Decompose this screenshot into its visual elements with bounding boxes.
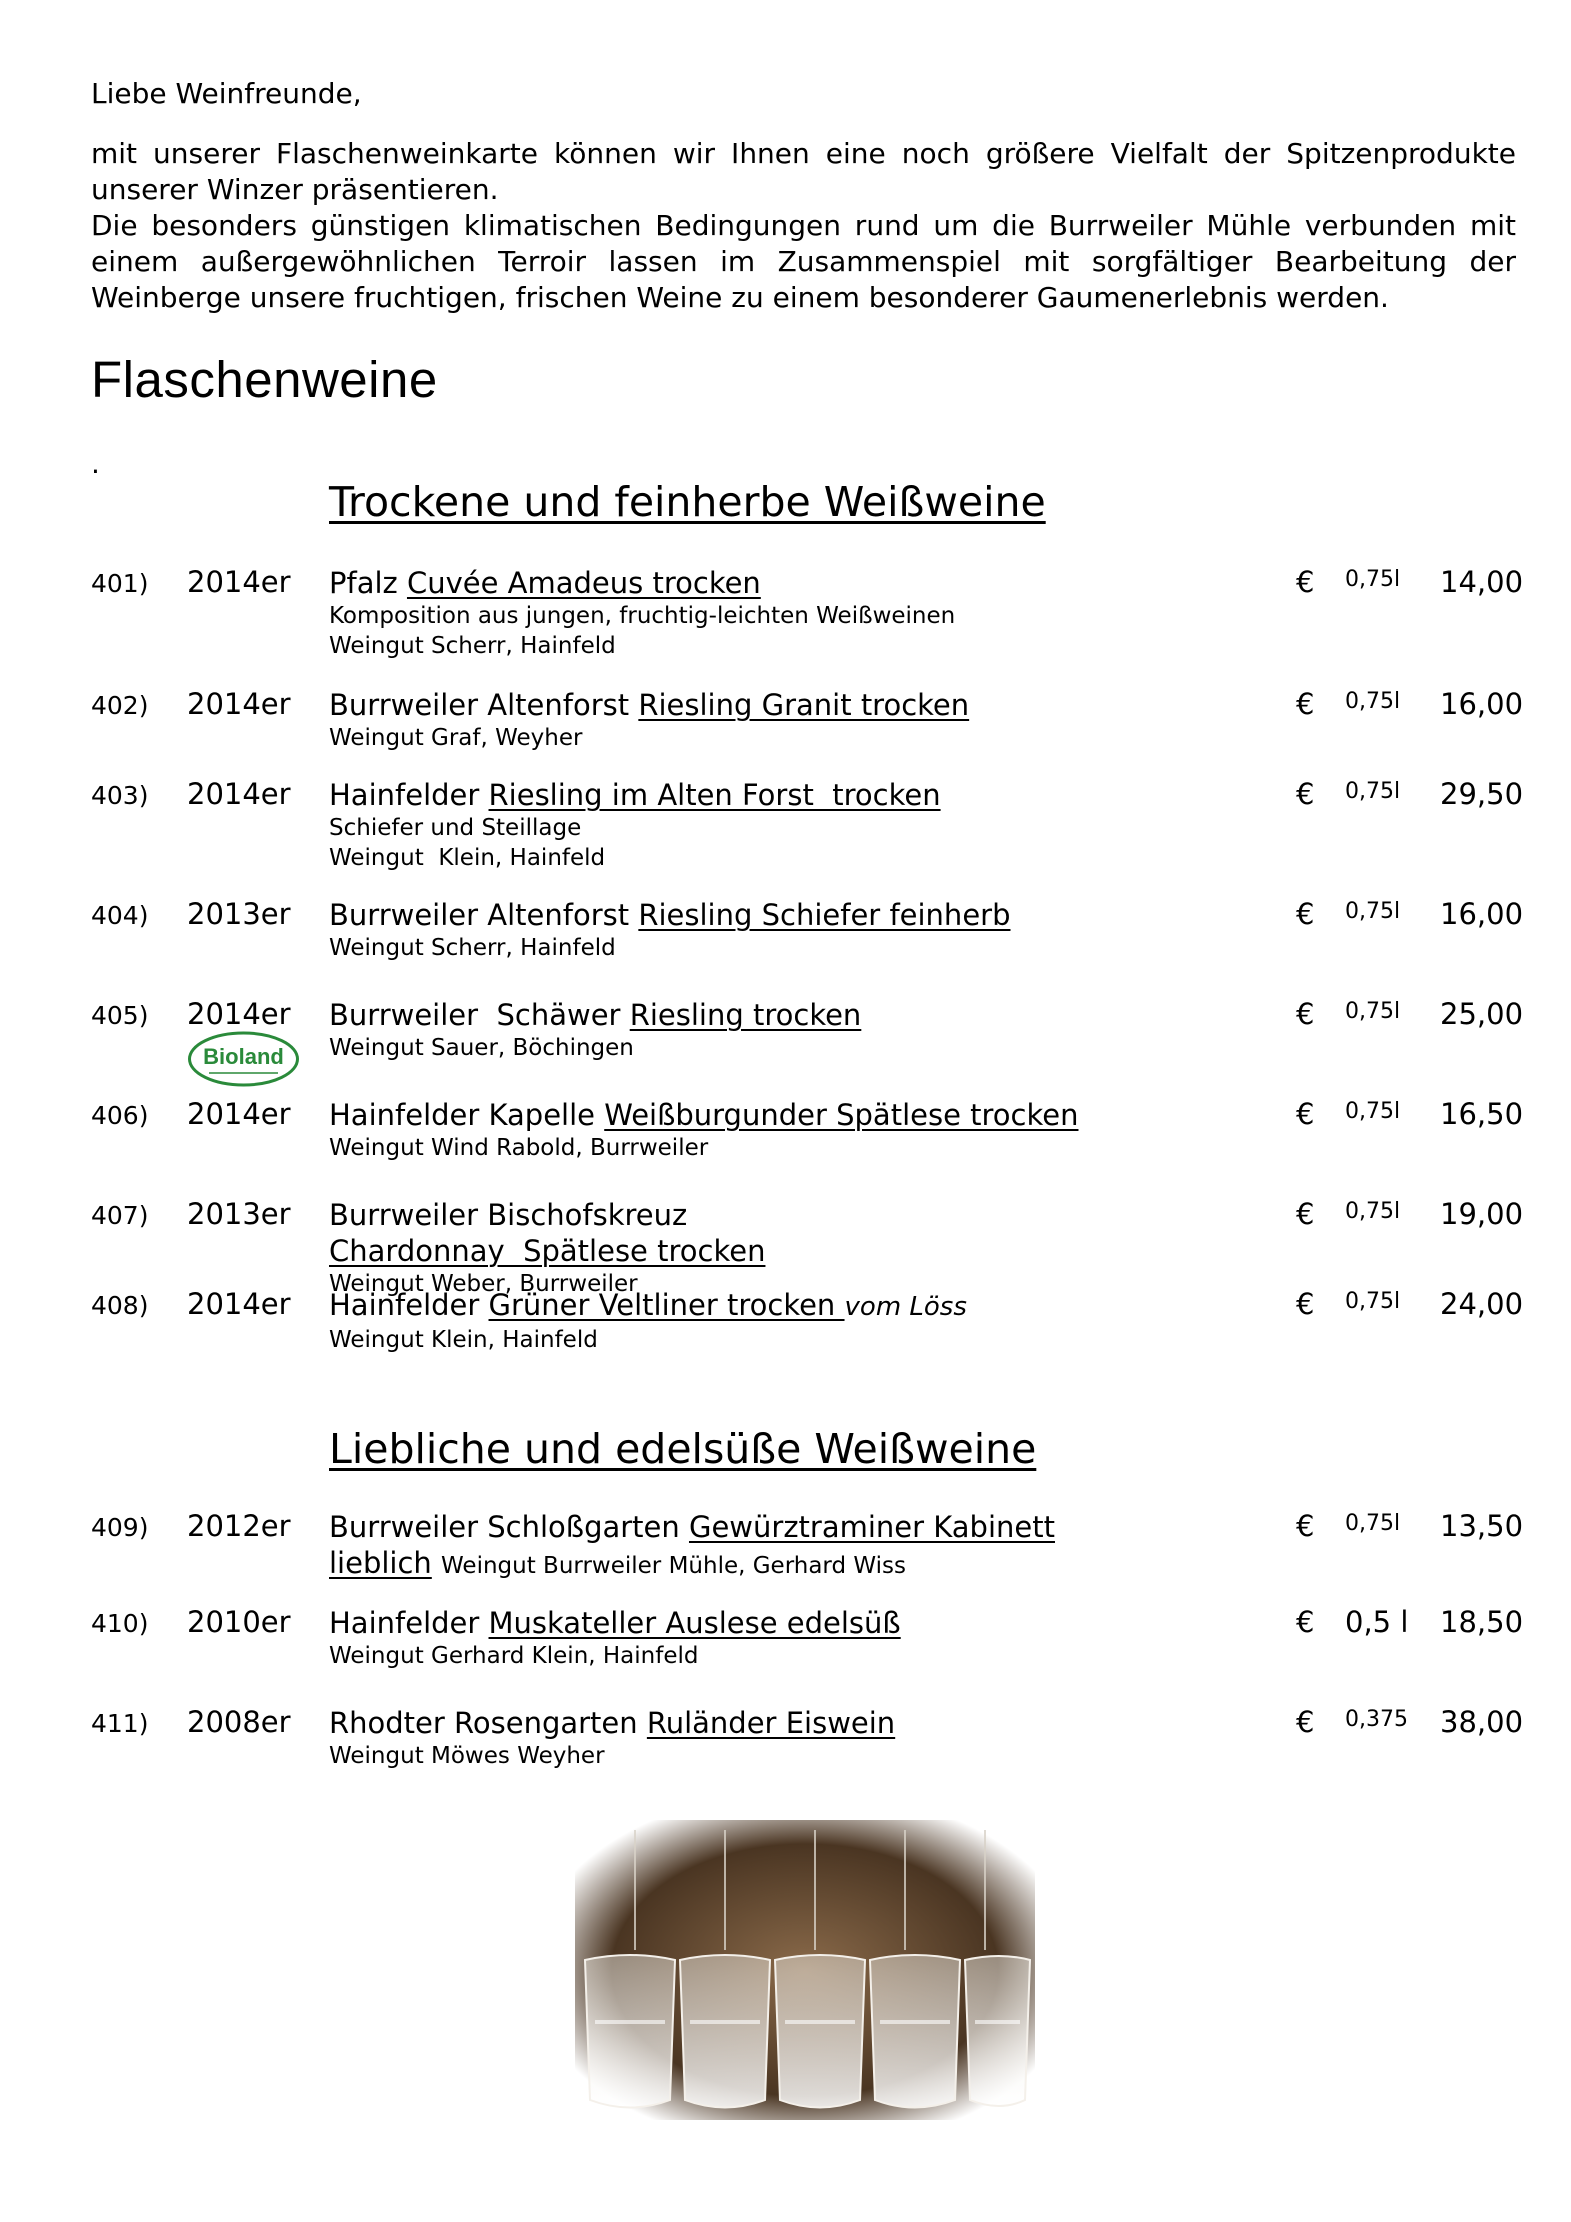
wine-price: 25,00 (1440, 997, 1524, 1031)
wine-year: 2008er (187, 1705, 291, 1739)
wine-glasses-photo (575, 1820, 1035, 2120)
wine-origin: Burrweiler Schäwer (329, 998, 630, 1032)
wine-year: 2012er (187, 1509, 291, 1543)
wine-origin: Burrweiler Altenforst (329, 898, 639, 932)
wine-number: 404) (91, 901, 149, 930)
winery: Weingut Klein, Hainfeld (329, 1327, 598, 1353)
euro-sign: € (1296, 565, 1315, 599)
wine-price: 19,00 (1440, 1197, 1524, 1231)
wine-description (329, 1097, 1099, 1163)
wine-price: 13,50 (1440, 1509, 1524, 1543)
wine-number: 408) (91, 1291, 149, 1320)
wine-volume: 0,75l (1345, 1099, 1401, 1124)
wine-year: 2010er (187, 1605, 291, 1639)
winery: Weingut Scherr, Hainfeld (329, 935, 616, 961)
wine-origin: Hainfelder Kapelle (329, 1098, 605, 1132)
wine-description (329, 1509, 1089, 1581)
wine-description (329, 1705, 1099, 1771)
wine-origin: Burrweiler Schloßgarten (329, 1510, 689, 1544)
wine-description (329, 687, 1099, 753)
euro-sign: € (1296, 1705, 1315, 1739)
wine-name: Gewürztraminer Kabinett lieblich (329, 1510, 1055, 1580)
section-title-sweet-whites: Liebliche und edelsüße Weißweine (329, 1425, 1037, 1473)
wine-number: 405) (91, 1001, 149, 1030)
wine-name: Cuvée Amadeus trocken (406, 566, 761, 600)
euro-sign: € (1296, 897, 1315, 931)
wine-volume: 0,75l (1345, 999, 1401, 1024)
wine-price: 16,00 (1440, 897, 1524, 931)
wine-name: Weißburgunder Spätlese trocken (604, 1098, 1079, 1132)
greeting: Liebe Weinfreunde, (91, 77, 362, 110)
wine-number: 407) (91, 1201, 149, 1230)
wine-price: 38,00 (1440, 1705, 1524, 1739)
winery: Weingut Sauer, Böchingen (329, 1035, 634, 1061)
wine-description (329, 897, 1099, 963)
wine-note: Komposition aus jungen, fruchtig-leichten Weißweinen (329, 603, 956, 629)
wine-year: 2013er (187, 897, 291, 931)
winery: Weingut Möwes Weyher (329, 1743, 605, 1769)
wine-price: 16,00 (1440, 687, 1524, 721)
wine-volume: 0,75l (1345, 567, 1401, 592)
wine-description (329, 997, 1099, 1063)
wine-origin: Pfalz (329, 566, 407, 600)
wine-price: 18,50 (1440, 1605, 1524, 1639)
wine-name: Riesling Granit trocken (638, 688, 970, 722)
winery: Weingut Burrweiler Mühle, Gerhard Wiss (441, 1553, 906, 1579)
wine-number: 406) (91, 1101, 149, 1130)
wine-origin: Burrweiler Altenforst (329, 688, 639, 722)
wine-price: 29,50 (1440, 777, 1524, 811)
wine-year: 2014er (187, 997, 291, 1031)
wine-number: 403) (91, 781, 149, 810)
wine-year: 2014er (187, 565, 291, 599)
wine-description (329, 777, 1099, 873)
winery: Weingut Klein, Hainfeld (329, 845, 606, 871)
wine-volume: 0,75l (1345, 1511, 1401, 1536)
wine-name: Grüner Veltliner trocken (488, 1288, 845, 1322)
wine-name: Muskateller Auslese edelsüß (488, 1606, 901, 1640)
wine-name: Riesling trocken (629, 998, 862, 1032)
wine-number: 402) (91, 691, 149, 720)
wine-year: 2014er (187, 687, 291, 721)
wine-soil-note: vom Löss (844, 1292, 967, 1322)
winery: Weingut Weber, Burrweiler (329, 1271, 638, 1297)
wine-price: 16,50 (1440, 1097, 1524, 1131)
wine-volume: 0,75l (1345, 899, 1401, 924)
wine-volume: 0,75l (1345, 779, 1401, 804)
bioland-logo (187, 1029, 300, 1089)
euro-sign: € (1296, 1605, 1315, 1639)
page-title: Flaschenweine (91, 351, 438, 408)
wine-origin: Burrweiler Bischofskreuz (329, 1198, 688, 1232)
intro-line-1: mit unserer Flaschenweinkarte können wir Ihnen eine noch größere Vielfalt der Spitzenprodukte unserer Winzer präsentieren. (91, 137, 1516, 206)
wine-number: 409) (91, 1513, 149, 1542)
euro-sign: € (1296, 1287, 1315, 1321)
intro-paragraph (91, 136, 1516, 316)
winery: Weingut Graf, Weyher (329, 725, 583, 751)
wine-volume: 0,5 l (1345, 1605, 1409, 1639)
wine-price: 24,00 (1440, 1287, 1524, 1321)
wine-volume: 0,75l (1345, 1289, 1401, 1314)
wine-year: 2014er (187, 1097, 291, 1131)
winery: Weingut Scherr, Hainfeld (329, 633, 616, 659)
winery: Weingut Wind Rabold, Burrweiler (329, 1135, 709, 1161)
wine-description (329, 1605, 1099, 1671)
euro-sign: € (1296, 777, 1315, 811)
wine-description (329, 565, 1099, 661)
euro-sign: € (1296, 1509, 1315, 1543)
euro-sign: € (1296, 1197, 1315, 1231)
svg-text:Bioland: Bioland (203, 1044, 284, 1069)
euro-sign: € (1296, 687, 1315, 721)
section-title-dry-whites: Trockene und feinherbe Weißweine (329, 478, 1046, 526)
wine-volume: 0,75l (1345, 1199, 1401, 1224)
wine-year: 2014er (187, 777, 291, 811)
wine-number: 411) (91, 1709, 149, 1738)
wine-description (329, 1197, 1099, 1299)
wine-name: Riesling im Alten Forst trocken (488, 778, 941, 812)
wine-volume: 0,75l (1345, 689, 1401, 714)
wine-year: 2013er (187, 1197, 291, 1231)
wine-note: Schiefer und Steillage (329, 815, 582, 841)
winery: Weingut Gerhard Klein, Hainfeld (329, 1643, 699, 1669)
wine-origin: Rhodter Rosengarten (329, 1706, 647, 1740)
wine-origin: Hainfelder (329, 778, 489, 812)
wine-price: 14,00 (1440, 565, 1524, 599)
wine-number: 410) (91, 1609, 149, 1638)
euro-sign: € (1296, 1097, 1315, 1131)
euro-sign: € (1296, 997, 1315, 1031)
wine-origin: Hainfelder (329, 1288, 489, 1322)
wine-name: Chardonnay Spätlese trocken (329, 1234, 766, 1268)
wine-number: 401) (91, 569, 149, 598)
wine-origin: Hainfelder (329, 1606, 489, 1640)
wine-description (329, 1287, 1099, 1355)
wine-year: 2014er (187, 1287, 291, 1321)
intro-line-2: Die besonders günstigen klimatischen Bedingungen rund um die Burrweiler Mühle verbunden mit einem außergewöhnlichen Terroir lassen im Zusammenspiel mit sorgfältiger Bearbeitung der Weinberge unsere fruchtigen, frischen Weine zu einem besonderer Gaumenerlebnis werden. (91, 209, 1516, 314)
wine-name: Ruländer Eiswein (646, 1706, 896, 1740)
separator-dot: . (91, 447, 100, 480)
wine-volume: 0,375 (1345, 1707, 1408, 1732)
wine-name: Riesling Schiefer feinherb (638, 898, 1011, 932)
